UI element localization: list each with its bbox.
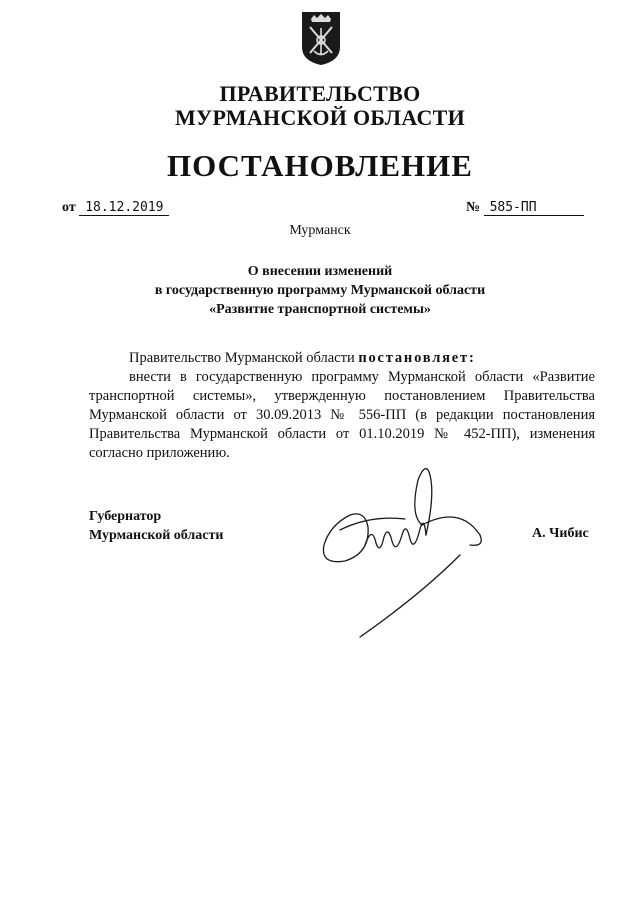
number-row [466,200,584,216]
position-line1: Губернатор [89,509,162,524]
position-line2: Мурманской области [89,528,224,543]
document-subject [0,262,640,319]
government-title [0,82,640,130]
intro-prefix: Правительство Мурманской области [129,350,359,366]
number-value: 585-ПП [484,200,584,216]
resolution-paragraph: внести в государственную программу Мурманской области «Развитие транспортной системы», утвержденную постановлением Правительства Мурманской области от 30.09.2013 № 556-ПП (в редакции постановления Правительства Мурманской области от 01.10.2019 № 452-ПП), изменения согласно приложению. [89,369,595,461]
number-label: № [466,200,481,215]
government-title-line1: ПРАВИТЕЛЬСТВО [219,81,421,106]
document-type-heading: ПОСТАНОВЛЕНИЕ [167,148,473,183]
resolution-body [89,349,595,463]
intro-decree-word: постановляет: [358,350,476,366]
government-title-line2: МУРМАНСКОЙ ОБЛАСТИ [174,105,466,130]
subject-line2: в государственную программу Мурманской области [154,283,486,298]
city-label: Мурманск [289,223,351,238]
date-label: от [62,200,76,215]
intro-line [89,349,595,368]
murmansk-coat-of-arms-icon [299,9,343,67]
handwritten-signature-icon [310,455,510,645]
signatory-position [89,507,223,545]
subject-line1: О внесении изменений [247,264,393,279]
date-value: 18.12.2019 [79,200,169,216]
subject-line3: «Развитие транспортной системы» [209,302,431,317]
signatory-name: А. Чибис [532,526,589,541]
date-row [62,200,169,216]
